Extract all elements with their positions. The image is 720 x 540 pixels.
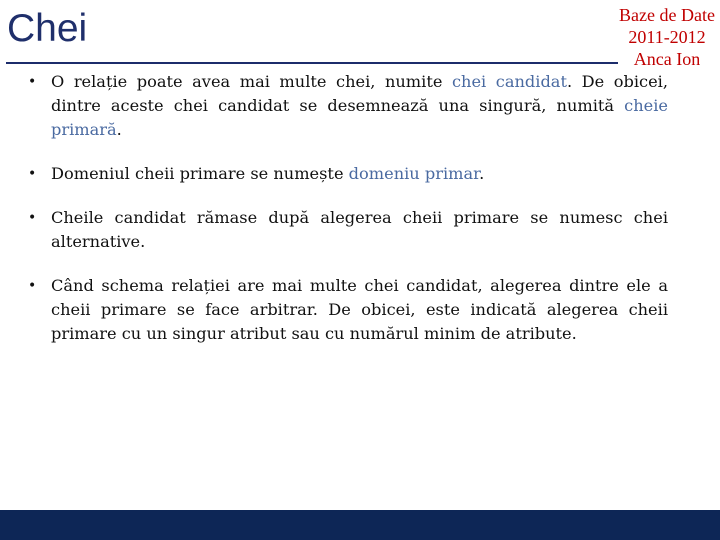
bullet-primary-domain — [28, 162, 668, 186]
bullet-text: O relație poate avea mai multe chei, numite — [51, 72, 452, 91]
bullet-text: Când schema relației are mai multe chei candidat, alegerea dintre ele a cheii primare se face arbitrar. De obicei, este indicată alegerea cheii primare cu un singur atribut sau cu numărul minim de atribute. — [51, 276, 668, 343]
bullet-candidate-keys — [28, 70, 668, 142]
bullet-text: Cheile candidat rămase după alegerea cheii primare se numesc chei alternative. — [51, 208, 668, 251]
bullet-text: . De obicei, dintre aceste chei candidat se desemnează una singură, numită — [51, 72, 669, 115]
course-name: Baze de Date — [619, 5, 715, 25]
slide-title: Chei — [7, 7, 88, 50]
bullet-text: . — [479, 164, 485, 183]
bullet-marker: • — [28, 210, 37, 226]
course-author: Anca Ion — [633, 49, 701, 69]
bullet-alternate-keys — [28, 206, 668, 254]
bullet-text: . — [116, 120, 122, 139]
bullet-marker: • — [28, 166, 37, 182]
bullet-marker: • — [28, 74, 37, 90]
bullet-text: Domeniul cheii primare se numește — [51, 164, 349, 183]
title-divider — [6, 62, 618, 64]
bullet-key-selection — [28, 274, 668, 346]
course-info — [619, 4, 715, 70]
bullet-marker: • — [28, 278, 37, 294]
term-primary-domain: domeniu primar — [348, 164, 480, 183]
course-years: 2011-2012 — [628, 27, 706, 47]
bullet-list — [28, 70, 668, 366]
term-candidate-keys: chei candidat — [451, 72, 567, 91]
footer-band — [0, 510, 720, 540]
term-primary-key: cheie primară — [51, 96, 668, 139]
